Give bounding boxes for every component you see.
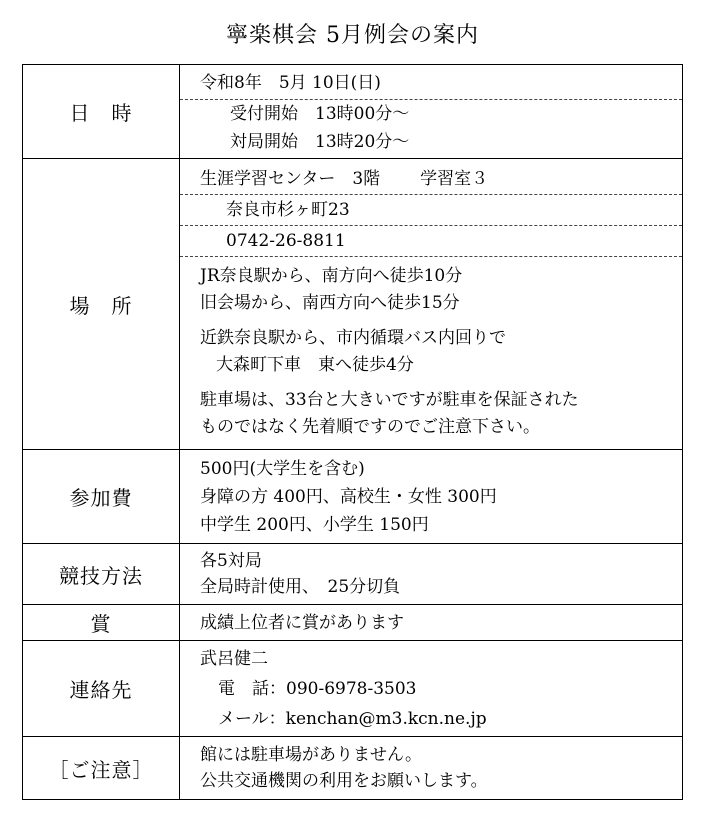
content-prize (180, 605, 683, 641)
fee-line-3: 中学生 200円、小学生 150円 (200, 514, 429, 535)
label-place: 場 所 (23, 159, 180, 450)
start-time: 対局開始 13時20分～ (230, 132, 410, 152)
page-title: 寧楽棋会 5月例会の案内 (226, 23, 479, 48)
content-fee (180, 450, 683, 544)
parking-note-2: ものではなく先着順ですのでご注意下さい。 (200, 416, 540, 437)
row-prize (23, 605, 683, 641)
access-old-venue: 旧会場から、南西方向へ徒歩15分 (200, 292, 460, 313)
venue-name: 生涯学習センター 3階 (200, 168, 381, 189)
access-bus-stop: 大森町下車 東へ徒歩4分 (216, 354, 414, 375)
contact-phone: 電 話：090-6978-3503 (218, 678, 417, 699)
venue-room: 学習室３ (420, 168, 489, 189)
row-contact (23, 641, 683, 737)
row-place (23, 159, 683, 450)
label-note: ［ご注意］ (23, 737, 180, 800)
label-fee: 参加費 (23, 450, 180, 544)
row-datetime (23, 65, 683, 159)
prize-line-1: 成績上位者に賞があります (200, 612, 404, 633)
fee-line-2: 身障の方 400円、高校生・女性 300円 (200, 486, 497, 507)
content-method (180, 544, 683, 605)
note-line-1: 館には駐車場がありません。 (200, 745, 423, 765)
fee-line-1: 500円(大学生を含む) (200, 458, 365, 479)
label-prize: 賞 (23, 605, 180, 641)
content-note (180, 737, 683, 800)
contact-name: 武呂健二 (200, 648, 268, 669)
venue-line (180, 164, 682, 195)
access-kintetsu: 近鉄奈良駅から、市内循環バス内回りで (200, 327, 506, 348)
method-line-2: 全局時計使用、 25分切負 (200, 577, 401, 597)
note-line-2: 公共交通機関の利用をお願いします。 (200, 771, 488, 791)
access-jr: JR奈良駅から、南方向へ徒歩10分 (200, 265, 463, 286)
row-note (23, 737, 683, 800)
content-place (180, 159, 683, 450)
label-contact: 連絡先 (23, 641, 180, 737)
reception-time: 受付開始 13時00分～ (230, 104, 410, 124)
row-fee (23, 450, 683, 544)
contact-email: メール：kenchan@m3.kcn.ne.jp (218, 708, 487, 729)
label-datetime: 日 時 (23, 65, 180, 159)
venue-address: 奈良市杉ヶ町23 (180, 195, 682, 226)
content-datetime (180, 65, 683, 159)
info-table (22, 64, 683, 800)
method-line-1: 各5対局 (200, 551, 262, 571)
label-method: 競技方法 (23, 544, 180, 605)
row-method (23, 544, 683, 605)
venue-phone: 0742-26-8811 (180, 226, 682, 257)
content-contact (180, 641, 683, 737)
parking-note-1: 駐車場は、33台と大きいですが駐車を保証された (200, 389, 579, 410)
event-date: 令和8年 5月 10日(日) (180, 67, 682, 100)
